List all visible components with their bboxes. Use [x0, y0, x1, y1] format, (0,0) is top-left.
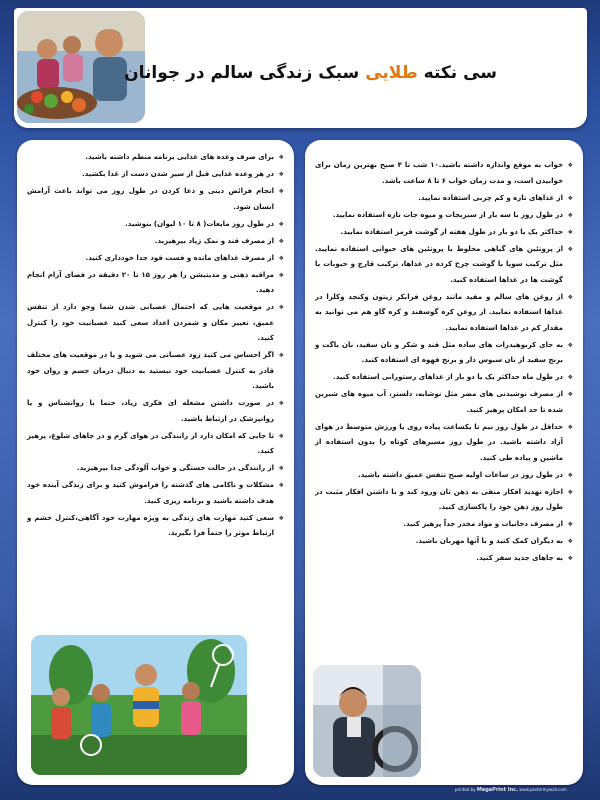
tip-item: ❖ خواب به موقع واندازه داشته باشید.۱۰ شب تا ۴ صبح بهترین زمان برای خوابیدن است، و مدت زمان خواب ۶ تا ۸ ساعت باشد. [315, 158, 573, 189]
tip-item: ❖ از رانندگی در حالت خستگی و خواب آلودگی جدا بپرهیزید. [27, 461, 284, 477]
tip-item: ❖ از غذاهای تازه و کم چربی استفاده نمایید. [315, 191, 573, 207]
tip-item: ❖ به جای کربوهیدرات های ساده مثل قند و شکر و نان سفید، نان باگت و برنج سفید از نان سبوس دار و برنج قهوه ای استفاده کنید. [315, 338, 573, 369]
tip-item: ❖ در موقعیت هایی که احتمال عصبانی شدن شما وجو دارد از تنفس عمیق، تغییر مکان و شمردن اعداد سعی کنید عصبانیت خود را کنترل کنید. [27, 300, 284, 347]
tip-item: ❖ انجام فرائض دینی و دعا کردن در طول روز می تواند باعث آرامش انسان شود. [27, 184, 284, 215]
tip-item: ❖ به جاهای جدید سفر کنید. [315, 551, 573, 567]
tip-item: ❖ از پروتئین های گیاهی مخلوط با پروتئین های حیوانی استفاده نمایید. مثل ترکیب سویا با گوشت چرخ کرده در غذاها، ترکیب قارچ و حبوبات با گوشت ها در غذاها استفاده کنید. [315, 242, 573, 289]
tip-item: ❖ سعی کنید مهارت های زندگی به ویژه مهارت خود آگاهی،کنترل خشم و ارتباط موثر را حتماً فرا بگیرید. [27, 511, 284, 542]
tip-item: ❖ از مصرف نوشیدنی های مضر مثل نوشابه، دلستر، آب میوه های شیرین شده تا حد امکان پرهیز کنید. [315, 387, 573, 418]
tips-list-left [27, 150, 284, 543]
tip-item: ❖ در طول ماه حداکثر یک یا دو بار از غذاهای رستورانی استفاده کنید. [315, 370, 573, 386]
page-title [124, 63, 497, 83]
title-part1: سی نکته [423, 63, 497, 83]
tips-panel-right [305, 140, 583, 785]
sports-photo-illustration [31, 635, 247, 775]
photo-young-man-driving [313, 665, 421, 777]
tip-item: ❖ تا جایی که امکان دارد از رانندگی در هوای گرم و در جاهای شلوغ، پرهیز کنید. [27, 429, 284, 460]
tip-item: ❖ از مصرف غذاهای مانده و فست فود جدا خودداری کنید. [27, 251, 284, 267]
tip-item: ❖ در هر وعده غذایی قبل از سیر شدن دست از غذا بکشید. [27, 167, 284, 183]
photo-friends-sports [31, 635, 247, 775]
tips-list-right [315, 158, 573, 568]
footer-credit [455, 787, 567, 793]
tip-item: ❖ در صورت داشتن مشغله ای فکری زیاد، حتما با روانشناس و یا روانپزشک در ارتباط باشید. [27, 396, 284, 427]
header-banner [14, 8, 587, 128]
tip-item: ❖ حداقل در طول روز نیم تا یکساعت پیاده روی یا ورزش متوسط در هوای آزاد داشته باشید. در طول روز مسیرهای کوتاه را بدون استفاده از ماشین و پیاده طی کنید. [315, 420, 573, 467]
footer-site: www.postermywall.com [519, 787, 567, 792]
footer-brand: MegaPrint Inc. [476, 787, 518, 793]
tip-item: ❖ به دیگران کمک کنید و با آنها مهربان باشید. [315, 534, 573, 550]
tip-item: ❖ برای صرف وعده های غذایی برنامه منظم داشته باشید. [27, 150, 284, 166]
tip-item: ❖ اجازه تهدید افکار منفی به ذهن تان ورود کند و با داشتن افکار مثبت در طول روز ذهن خود را پاکسازی کنید. [315, 485, 573, 516]
tips-panel-left [17, 140, 294, 785]
title-part2: سبک زندگی سالم در جوانان [124, 63, 360, 83]
footer-printed-by: printed by [455, 787, 476, 792]
tip-item: ❖ اگر احساس می کنید زود عصبانی می شوید و یا در موقعیت های مختلف قادر به کنترل عصبانیت خود نیستید به دنبال درمان جسم و روان خود باشید. [27, 348, 284, 395]
tip-item: ❖ در طول روز مایعات( ۸ تا ۱۰ لیوان) بنوشید. [27, 217, 284, 233]
tip-item: ❖ حداکثر یک یا دو بار در طول هفته از گوشت قرمز استفاده نمایید. [315, 225, 573, 241]
tip-item: ❖ از روغن های سالم و مفید مانند روغن فرابکر زیتون وکنجد وکلزا در غذاها استفاده نمایید. از روغن کره گوسفند و کره گاو هم می توانید به مقدار کم در غذاها استفاده نمایید. [315, 290, 573, 337]
tip-item: ❖ در طول روز در ساعات اولیه صبح تنفس عمیق داشته باشید. [315, 468, 573, 484]
tip-item: ❖ از مصرف قند و نمک زیاد بپرهیزید. [27, 234, 284, 250]
tip-item: ❖ مراقبه ذهنی و مدیتیشن را هر روز ۱۵ تا ۲۰ دقیقه در فضای آرام انجام دهید. [27, 268, 284, 299]
title-accent: طلایی [365, 63, 418, 83]
tip-item: ❖ مشکلات و ناکامی های گذشته را فراموش کنید و برای زندگی آینده خود هدف داشته باشید و برنامه ریزی کنید. [27, 478, 284, 509]
tip-item: ❖ در طول روز با سه بار از سبزیجات و میوه جات تازه استفاده نمایید. [315, 208, 573, 224]
car-photo-illustration [313, 665, 421, 777]
tip-item: ❖ از مصرف دخانیات و مواد مخدر جداً پرهیز کنید. [315, 517, 573, 533]
